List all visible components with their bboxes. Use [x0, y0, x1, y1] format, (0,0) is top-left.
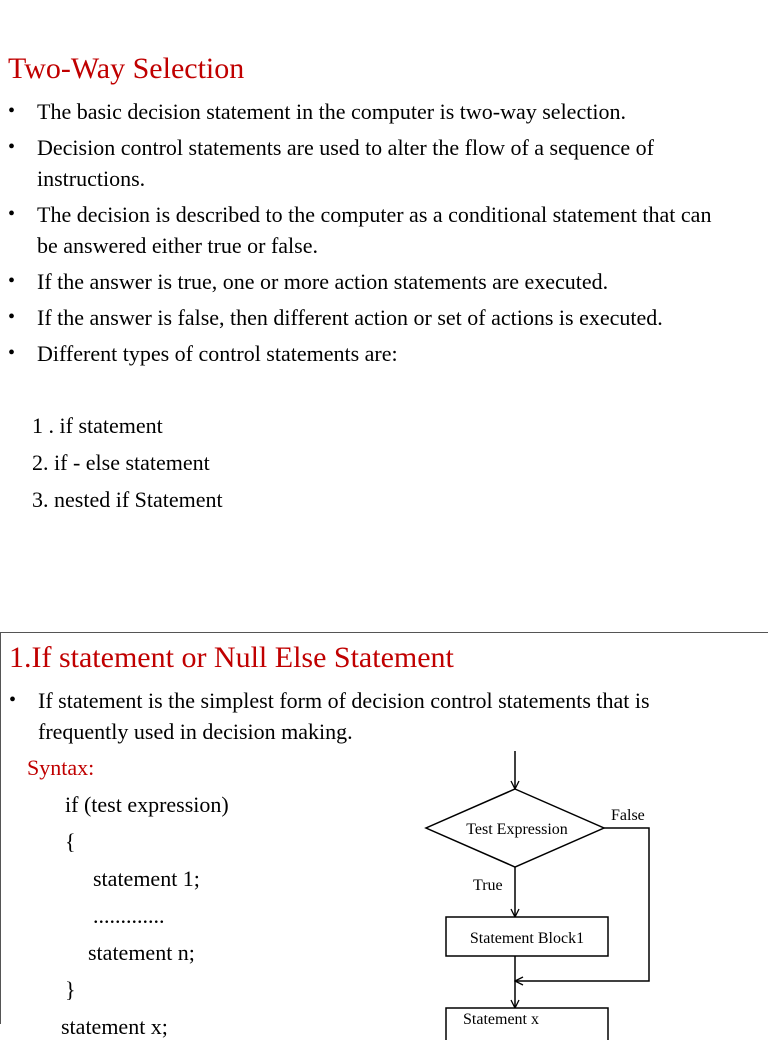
syntax-label: Syntax:	[27, 755, 95, 780]
code-line: if (test expression)	[65, 792, 229, 817]
code-line: statement n;	[88, 940, 195, 965]
type-item: 2. if - else statement	[32, 450, 210, 475]
bullet-item: • The decision is described to the computer as a conditional statement that can be answered either true or false.	[0, 199, 737, 261]
decision-label: Test Expression	[466, 821, 568, 838]
bullet-item: • If the answer is true, one or more action statements are executed.	[0, 266, 737, 297]
slide-title: Two-Way Selection	[8, 52, 245, 85]
flowchart	[1, 633, 769, 1028]
bullet-item: • If the answer is false, then different action or set of actions is executed.	[0, 302, 737, 333]
bullet-list	[0, 96, 737, 374]
slide-title: 1.If statement or Null Else Statement	[9, 641, 454, 674]
statement-block1-label: Statement Block1	[469, 930, 585, 947]
statement-x-label: Statement x	[463, 1011, 539, 1028]
code-line: }	[65, 977, 76, 1002]
code-line: statement 1;	[93, 866, 200, 891]
bullet-item: • Decision control statements are used to alter the flow of a sequence of instructions.	[0, 132, 737, 194]
code-line: .............	[93, 903, 165, 928]
slide-if-statement	[0, 632, 768, 1039]
false-label: False	[611, 807, 645, 824]
control-statement-types	[32, 410, 223, 521]
true-label: True	[473, 877, 503, 894]
bullet-item: • Different types of control statements are:	[0, 338, 737, 369]
code-line: {	[65, 829, 76, 854]
type-item: 3. nested if Statement	[32, 487, 223, 512]
code-line: statement x;	[61, 1014, 168, 1039]
bullet-item: • The basic decision statement in the computer is two-way selection.	[0, 96, 737, 127]
type-item: 1 . if statement	[32, 413, 163, 438]
bullet-item: • If statement is the simplest form of decision control statements that is frequently used in decision making.	[1, 685, 738, 747]
